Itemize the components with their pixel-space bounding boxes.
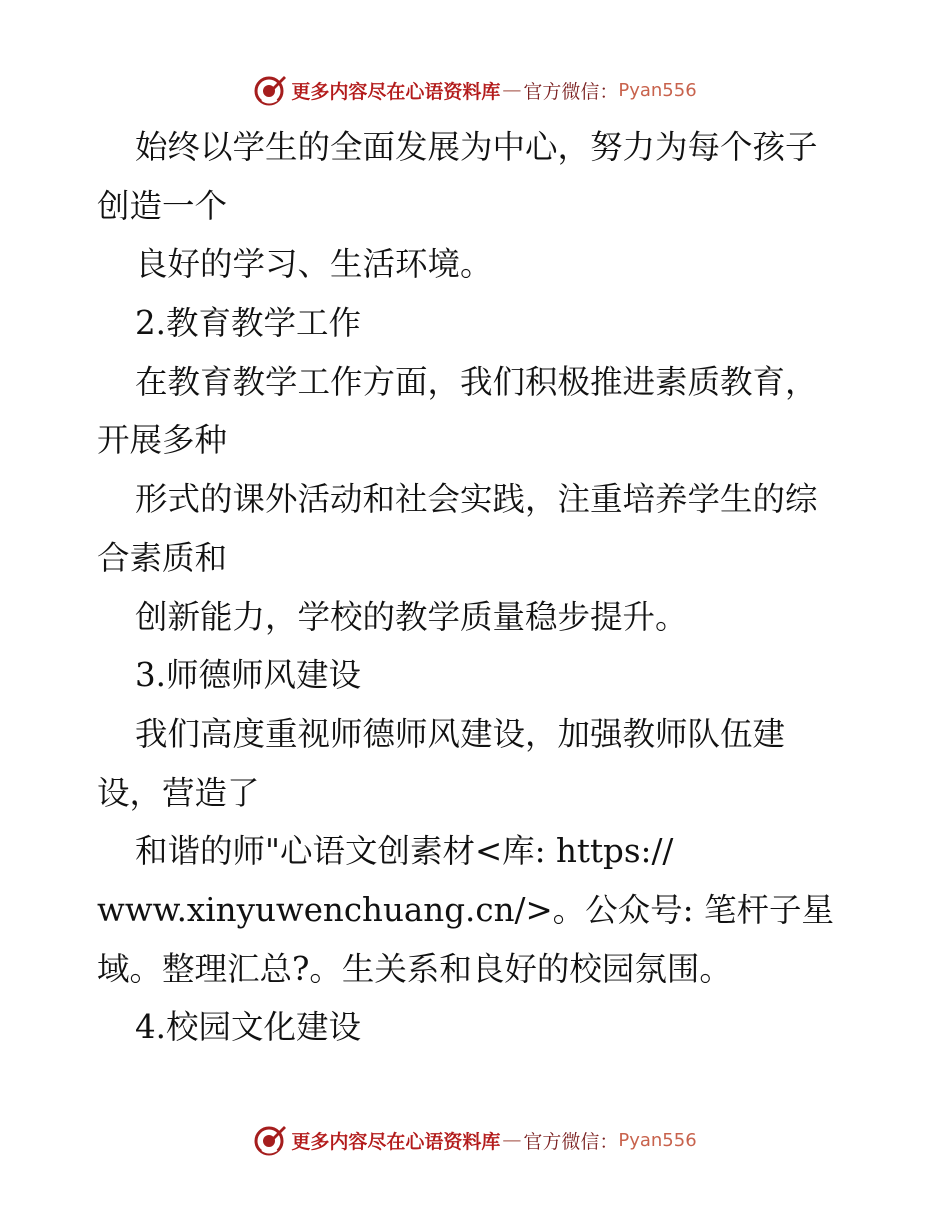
section-heading: 4.校园文化建设 — [135, 1008, 362, 1047]
text-line: 良好的学习、生活环境。 — [135, 245, 493, 284]
text-line: 我们高度重视师德师风建设，加强教师队伍建 — [135, 714, 786, 753]
banner-account-text: Pyan556 — [618, 1129, 697, 1151]
text-line: 形式的课外活动和社会实践，注重培养学生的综 — [135, 480, 818, 519]
text-line: 设，营造了 — [97, 773, 260, 812]
text-line: www.xinyuwenchuang.cn/>。公众号: 笔杆子星 — [97, 890, 834, 929]
banner-main-text: 更多内容尽在心语资料库 — [291, 1130, 501, 1153]
banner-label-text: 官方微信： — [523, 1130, 619, 1153]
header-banner — [0, 70, 950, 110]
section-heading: 3.师德师风建设 — [135, 656, 362, 695]
brush-writing-logo-icon — [253, 1123, 287, 1157]
text-line: 创新能力，学校的教学质量稳步提升。 — [135, 597, 688, 636]
text-line: 开展多种 — [97, 421, 228, 460]
footer-banner — [0, 1120, 950, 1160]
banner-label-text: 官方微信： — [523, 80, 619, 103]
brush-writing-logo-icon — [253, 73, 287, 107]
text-line: 创造一个 — [97, 186, 228, 225]
section-heading: 2.教育教学工作 — [135, 304, 362, 343]
document-body — [97, 118, 857, 1057]
text-line: 合素质和 — [97, 538, 228, 577]
text-line: 域。整理汇总?。生关系和良好的校园氛围。 — [97, 949, 732, 988]
banner-separator: — — [502, 1129, 522, 1151]
banner-main-text: 更多内容尽在心语资料库 — [291, 80, 501, 103]
text-line: 在教育教学工作方面，我们积极推进素质教育， — [135, 362, 818, 401]
text-line: 和谐的师"心语文创素材<库: https:// — [135, 832, 674, 871]
text-line: 始终以学生的全面发展为中心，努力为每个孩子 — [135, 128, 818, 166]
banner-separator: — — [502, 79, 522, 101]
banner-account-text: Pyan556 — [618, 79, 697, 101]
